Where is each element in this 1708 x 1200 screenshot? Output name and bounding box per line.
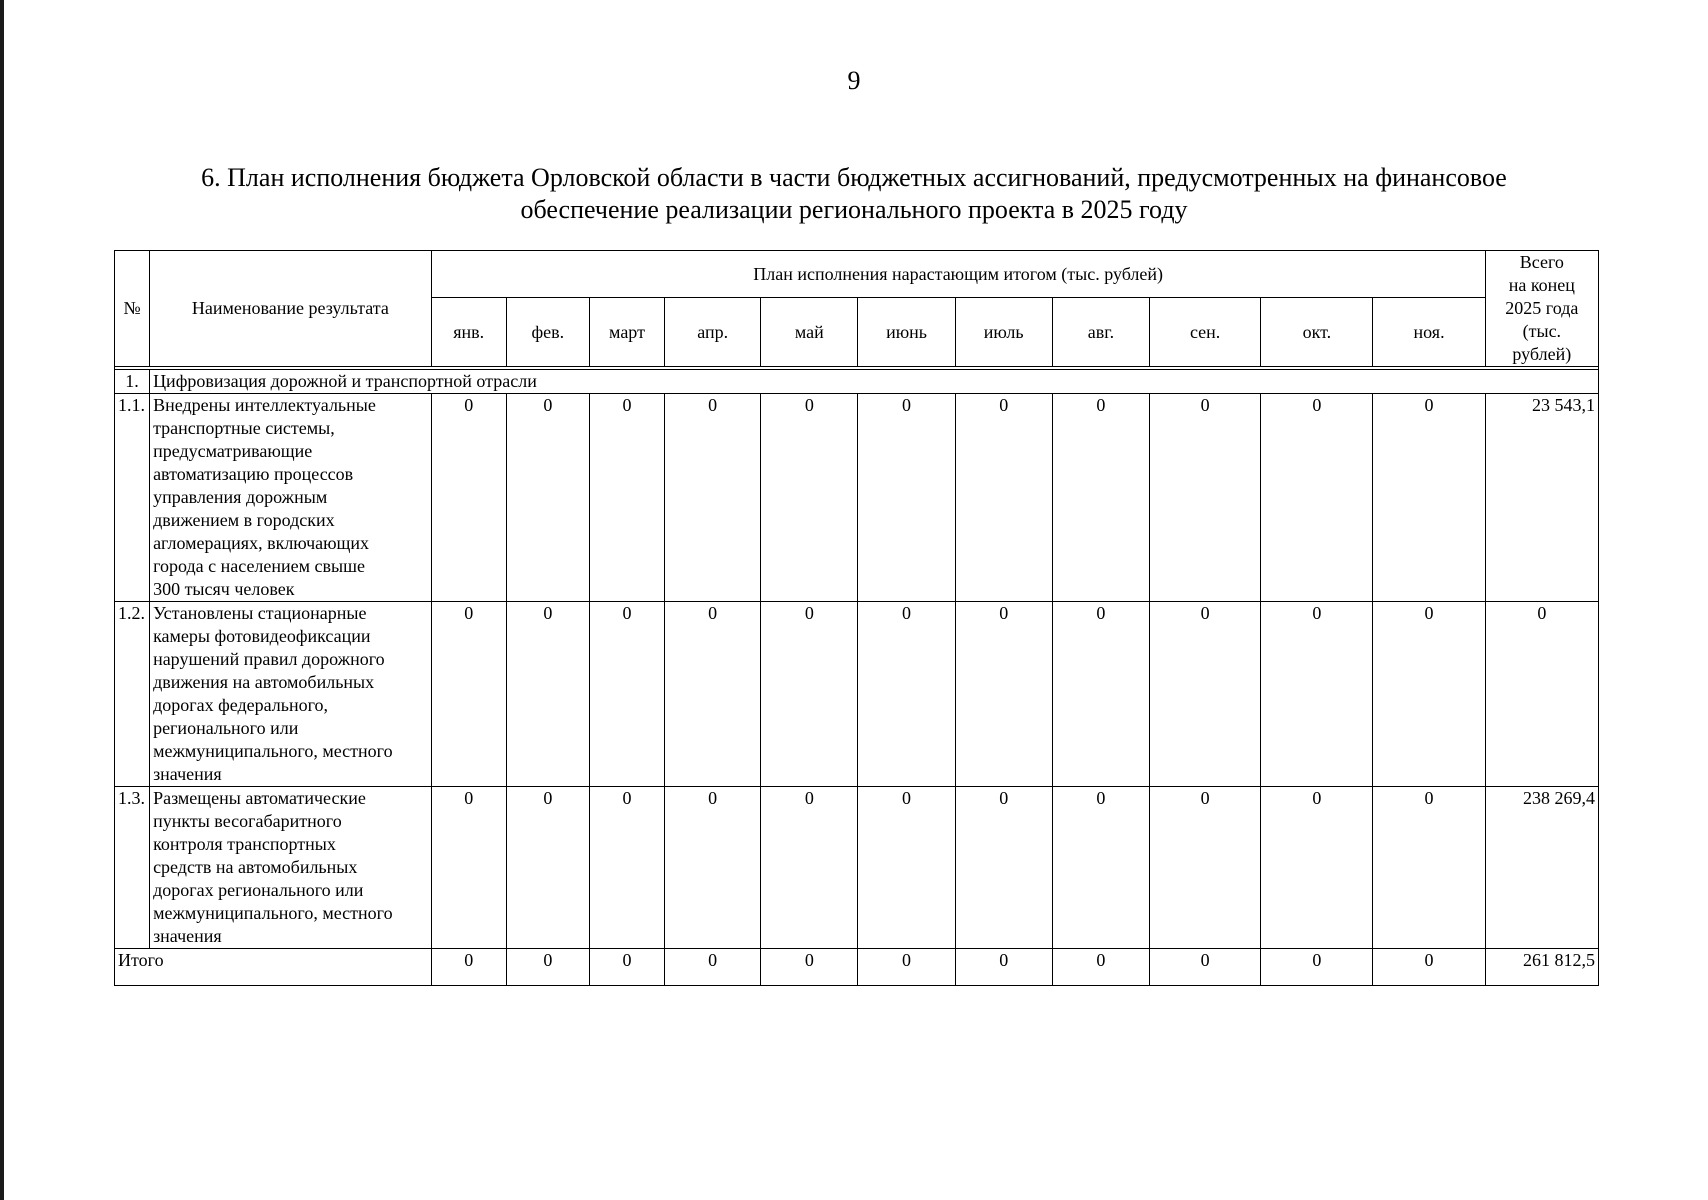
name-line: движения на автомобильных xyxy=(153,672,375,692)
section-title: Цифровизация дорожной и транспортной отрасли xyxy=(150,370,1599,394)
header-month-mar: март xyxy=(589,298,664,367)
total-value-cell: 0 xyxy=(431,949,506,986)
row-total-cell: 238 269,4 xyxy=(1485,787,1598,949)
value-cell: 0 xyxy=(665,787,761,949)
value-cell: 0 xyxy=(431,787,506,949)
title-line-2: обеспечение реализации регионального проекта в 2025 году xyxy=(520,195,1188,224)
name-line: города с населением свыше xyxy=(153,556,365,576)
document-title xyxy=(120,162,1588,226)
name-line: дорогах федерального, xyxy=(153,695,329,715)
header-total-2025 xyxy=(1485,251,1598,367)
header-total-line: (тыс. xyxy=(1522,321,1562,341)
header-total-line: Всего xyxy=(1519,252,1564,272)
value-cell: 0 xyxy=(506,787,589,949)
name-line: управления дорожным xyxy=(153,487,328,507)
name-line: нарушений правил дорожного xyxy=(153,649,385,669)
name-line: Размещены автоматические xyxy=(153,788,366,808)
header-total-line: на конец xyxy=(1508,275,1575,295)
header-total-line: рублей) xyxy=(1512,344,1572,364)
value-cell: 0 xyxy=(955,787,1052,949)
value-cell: 0 xyxy=(506,602,589,787)
value-cell: 0 xyxy=(431,394,506,602)
value-cell: 0 xyxy=(858,787,955,949)
value-cell: 0 xyxy=(1373,394,1485,602)
header-month-jun: июнь xyxy=(858,298,955,367)
row-number: 1.2. xyxy=(115,602,150,787)
name-line: значения xyxy=(153,926,222,946)
name-line: пункты весогабаритного xyxy=(153,811,342,831)
scan-left-edge xyxy=(0,0,4,1200)
header-month-may: май xyxy=(761,298,858,367)
value-cell: 0 xyxy=(761,602,858,787)
row-result-name xyxy=(150,787,432,949)
name-line: транспортные системы, xyxy=(153,418,335,438)
value-cell: 0 xyxy=(1150,394,1261,602)
value-cell: 0 xyxy=(955,394,1052,602)
name-line: средств на автомобильных xyxy=(153,857,358,877)
name-line: камеры фотовидеофиксации xyxy=(153,626,371,646)
row-result-name xyxy=(150,394,432,602)
header-month-feb: фев. xyxy=(506,298,589,367)
value-cell: 0 xyxy=(761,787,858,949)
name-line: межмуниципального, местного xyxy=(153,741,393,761)
header-month-apr: апр. xyxy=(665,298,761,367)
value-cell: 0 xyxy=(1052,394,1149,602)
name-line: автоматизацию процессов xyxy=(153,464,354,484)
value-cell: 0 xyxy=(1261,394,1373,602)
value-cell: 0 xyxy=(1150,787,1261,949)
row-number: 1.1. xyxy=(115,394,150,602)
header-month-sep: сен. xyxy=(1150,298,1261,367)
header-row-1 xyxy=(115,251,1599,298)
value-cell: 0 xyxy=(1261,602,1373,787)
value-cell: 0 xyxy=(1373,602,1485,787)
value-cell: 0 xyxy=(665,394,761,602)
value-cell: 0 xyxy=(1261,787,1373,949)
row-total-cell: 0 xyxy=(1485,602,1598,787)
header-month-nov: ноя. xyxy=(1373,298,1485,367)
name-line: Внедрены интеллектуальные xyxy=(153,395,376,415)
header-total-line: 2025 года xyxy=(1505,298,1579,318)
name-line: движением в городских xyxy=(153,510,335,530)
name-line: Установлены стационарные xyxy=(153,603,367,623)
name-line: 300 тысяч человек xyxy=(153,579,295,599)
header-month-aug: авг. xyxy=(1052,298,1149,367)
header-result-name: Наименование результата xyxy=(150,251,432,367)
title-line-1: 6. План исполнения бюджета Орловской области в части бюджетных ассигнований, предусмотренных на финансовое xyxy=(201,163,1507,192)
total-value-cell: 0 xyxy=(1261,949,1373,986)
value-cell: 0 xyxy=(1052,787,1149,949)
table-row xyxy=(115,787,1599,949)
total-value-cell: 0 xyxy=(858,949,955,986)
row-number: 1.3. xyxy=(115,787,150,949)
total-value-cell: 0 xyxy=(955,949,1052,986)
value-cell: 0 xyxy=(506,394,589,602)
page-number: 9 xyxy=(847,66,861,95)
name-line: предусматривающие xyxy=(153,441,313,461)
name-line: значения xyxy=(153,764,222,784)
total-value-cell: 0 xyxy=(589,949,664,986)
header-month-jan: янв. xyxy=(431,298,506,367)
section-number: 1. xyxy=(115,370,150,394)
grand-total-cell: 261 812,5 xyxy=(1485,949,1598,986)
total-value-cell: 0 xyxy=(1150,949,1261,986)
header-month-jul: июль xyxy=(955,298,1052,367)
name-line: агломерациях, включающих xyxy=(153,533,370,553)
name-line: дорогах регионального или xyxy=(153,880,364,900)
row-result-name xyxy=(150,602,432,787)
total-value-cell: 0 xyxy=(761,949,858,986)
table-row xyxy=(115,394,1599,602)
value-cell: 0 xyxy=(858,602,955,787)
total-value-cell: 0 xyxy=(1052,949,1149,986)
value-cell: 0 xyxy=(955,602,1052,787)
value-cell: 0 xyxy=(431,602,506,787)
value-cell: 0 xyxy=(1150,602,1261,787)
value-cell: 0 xyxy=(1373,787,1485,949)
total-value-cell: 0 xyxy=(665,949,761,986)
header-plan-cumulative: План исполнения нарастающим итогом (тыс. рублей) xyxy=(431,251,1485,298)
value-cell: 0 xyxy=(761,394,858,602)
total-label: Итого xyxy=(115,949,432,986)
total-value-cell: 0 xyxy=(506,949,589,986)
value-cell: 0 xyxy=(858,394,955,602)
name-line: регионального или xyxy=(153,718,299,738)
header-number: № xyxy=(115,251,150,367)
table-row xyxy=(115,602,1599,787)
total-row xyxy=(115,949,1599,986)
budget-plan-table xyxy=(114,250,1599,986)
value-cell: 0 xyxy=(1052,602,1149,787)
value-cell: 0 xyxy=(665,602,761,787)
name-line: межмуниципального, местного xyxy=(153,903,393,923)
value-cell: 0 xyxy=(589,602,664,787)
total-value-cell: 0 xyxy=(1373,949,1485,986)
row-total-cell: 23 543,1 xyxy=(1485,394,1598,602)
header-month-oct: окт. xyxy=(1261,298,1373,367)
value-cell: 0 xyxy=(589,394,664,602)
value-cell: 0 xyxy=(589,787,664,949)
name-line: контроля транспортных xyxy=(153,834,336,854)
section-row xyxy=(115,370,1599,394)
